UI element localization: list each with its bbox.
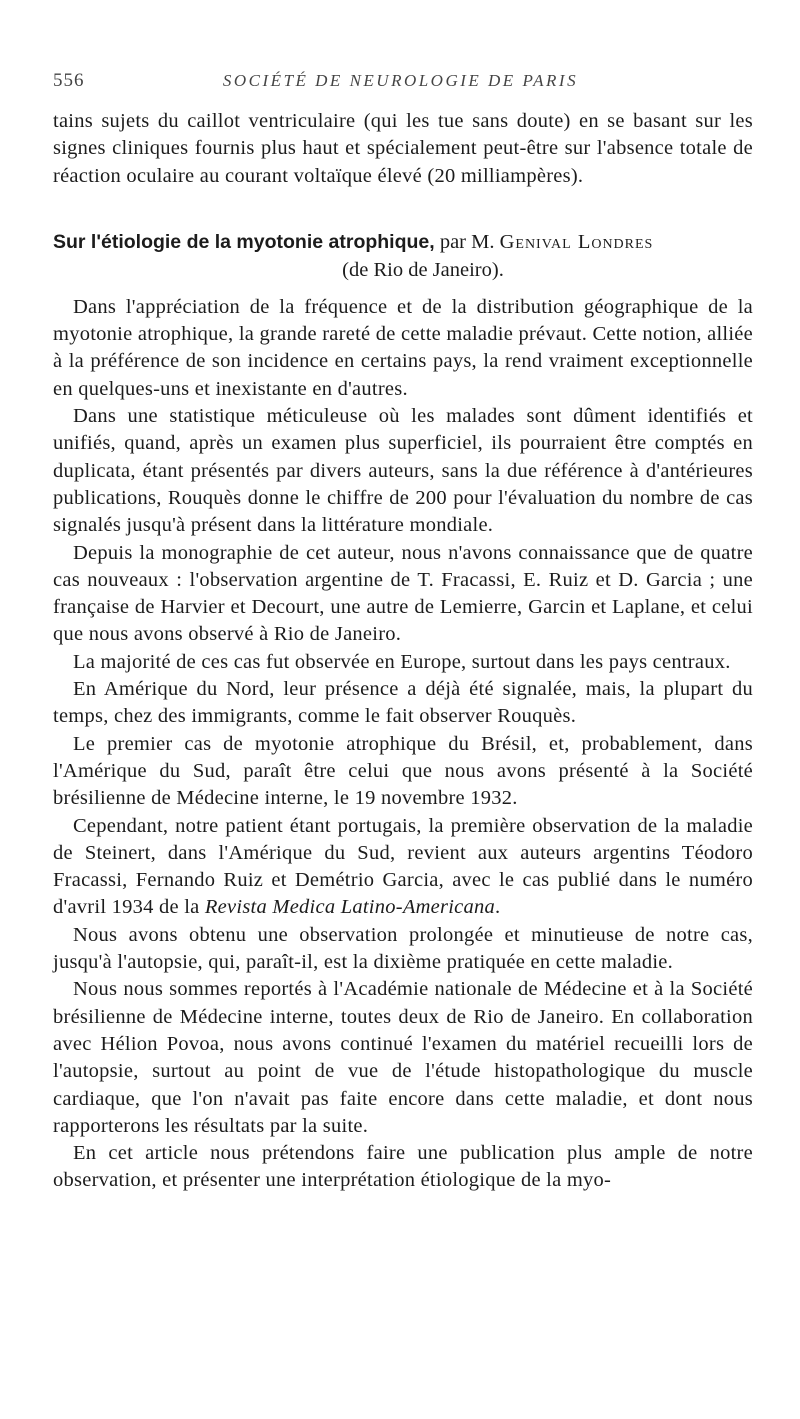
running-title: SOCIÉTÉ DE NEUROLOGIE DE PARIS <box>222 71 579 90</box>
page-header <box>53 70 748 96</box>
paragraph: En cet article nous prétendons faire une publication plus ample de notre observation, et présenter une interprétation étiologique de la myo- <box>53 1142 753 1192</box>
paragraph: En Amérique du Nord, leur présence a déjà été signalée, mais, la plupart du temps, chez des immigrants, comme le fait observer Rouquès. <box>53 678 753 728</box>
paragraph: Dans l'appréciation de la fréquence et de la distribution géographique de la myotonie atrophique, la grande rareté de cette maladie prévaut. Cette notion, alliée à la préférence de son incidence en certains pays, la rend vraiment exceptionnelle en quelques-uns et inexistante en d'autres. <box>53 295 753 400</box>
article-affiliation: (de Rio de Janeiro). <box>342 258 504 281</box>
paragraph-text-end: . <box>495 896 501 919</box>
paragraph: Depuis la monographie de cet auteur, nous n'avons connaissance que de quatre cas nouveaux : l'observation argentine de T. Fracassi, E. Ruiz et D. Garcia ; une française de Harvier et Decourt, une autre de Lemierre, Garcin et Laplane, et celui que nous avons observé à Rio de Janeiro. <box>53 541 753 646</box>
text-body <box>53 108 753 1195</box>
article-by: par M. <box>439 230 495 253</box>
article-title-line <box>53 228 753 256</box>
paragraph-text: Cependant, notre patient étant portugais, la première observation de la maladie de Steinert, dans l'Amérique du Sud, revient aux auteurs argentins Téodoro Fracassi, Fernando Ruiz et Demétrio Garcia, avec le cas publié dans le numéro d'avril 1934 de la <box>53 814 753 919</box>
paragraph-revista <box>53 813 753 922</box>
article-author: Genival Londres <box>499 230 654 253</box>
paragraph: Le premier cas de myotonie atrophique du Brésil, et, probablement, dans l'Amérique du Sud, paraît être celui que nous avons présenté à la Société brésilienne de Médecine interne, le 19 novembre 1932. <box>53 732 753 810</box>
page-number: 556 <box>53 70 85 91</box>
continuation-paragraph: tains sujets du caillot ventriculaire (qui les tue sans doute) en se basant sur les signes cliniques fournis plus haut et spécialement peut-être sur l'absence totale de réaction oculaire au courant voltaïque élevé (20 milliampères). <box>53 110 753 187</box>
journal-title: Revista Medica Latino-Americana <box>204 896 496 919</box>
paragraph: Nous nous sommes reportés à l'Académie nationale de Médecine et à la Société brésilienne de Médecine interne, toutes deux de Rio de Janeiro. En collaboration avec Hélion Povoa, nous avons continué l'examen du matériel recueilli lors de l'autopsie, surtout au point de vue de l'étude histopathologique du muscle cardiaque, que l'on n'avait pas faite encore dans cette maladie, et dont nous rapporterons les résultats par la suite. <box>53 978 753 1137</box>
article-heading <box>53 228 753 284</box>
paragraph: Dans une statistique méticuleuse où les malades sont dûment identifiés et unifiés, quand, après un examen plus superficiel, ils pourraient être comptés en duplicata, étant présentés par divers auteurs, sans la due référence à d'antérieures publications, Rouquès donne le chiffre de 200 pour l'évaluation du nombre de cas signalés jusqu'à présent dans la littérature mondiale. <box>53 405 753 537</box>
paragraph: La majorité de ces cas fut observée en Europe, surtout dans les pays centraux. <box>73 650 731 673</box>
paragraph: Nous avons obtenu une observation prolongée et minutieuse de notre cas, jusqu'à l'autopsie, qui, paraît-il, est la dixième pratiquée en cette maladie. <box>53 923 753 974</box>
article-title: Sur l'étiologie de la myotonie atrophique, <box>53 230 435 253</box>
